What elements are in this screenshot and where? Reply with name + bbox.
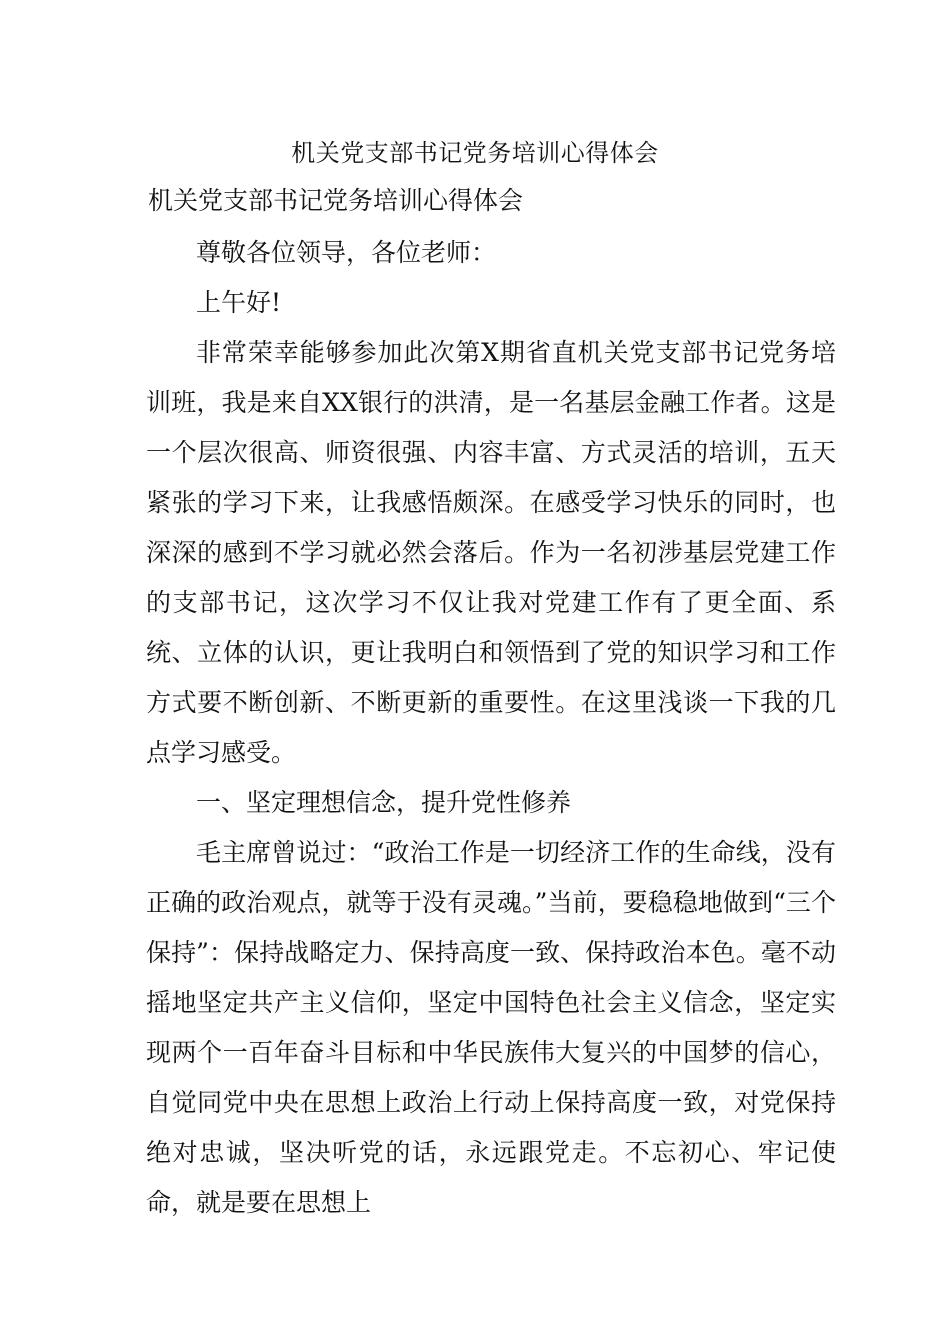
document-title: 机关党支部书记党务培训心得体会 (291, 139, 659, 167)
document-subtitle: 机关党支部书记党务培训心得体会 (148, 186, 524, 215)
intro-paragraph: 非常荣幸能够参加此次第X期省直机关党支部书记党务培训班，我是来自XX银行的洪清，是一名基层金融工作者。这是一个层次很高、师资很强、内容丰富、方式灵活的培训，五天紧张的学习下来，让我感悟颇深。在感受学习快乐的同时，也深深的感到不学习就必然会落后。作为一名初涉基层党建工作的支部书记，这次学习不仅让我对党建工作有了更全面、系统、立体的认识，更让我明白和领悟到了党的知识学习和工作方式要不断创新、不断更新的重要性。在这里浅谈一下我的几点学习感受。 (146, 338, 836, 767)
salutation: 尊敬各位领导，各位老师： (196, 238, 497, 267)
section-paragraph: 毛主席曾说过：“政治工作是一切经济工作的生命线，没有正确的政治观点，就等于没有灵魂。”当前，要稳稳地做到“三个保持”：保持战略定力、保持高度一致、保持政治本色。毫不动摇地坚定共产主义信仰，坚定中国特色社会主义信念，坚定实现两个一百年奋斗目标和中华民族伟大复兴的中国梦的信心，自觉同党中央在思想上政治上行动上保持高度一致，对党保持绝对忠诚，坚决听党的话，永远跟党走。不忘初心、牢记使命，就是要在思想上 (146, 838, 836, 1217)
greeting: 上午好! (196, 288, 282, 317)
document-body (146, 228, 836, 1228)
section-heading: 一、坚定理想信念，提升党性修养 (196, 788, 572, 817)
